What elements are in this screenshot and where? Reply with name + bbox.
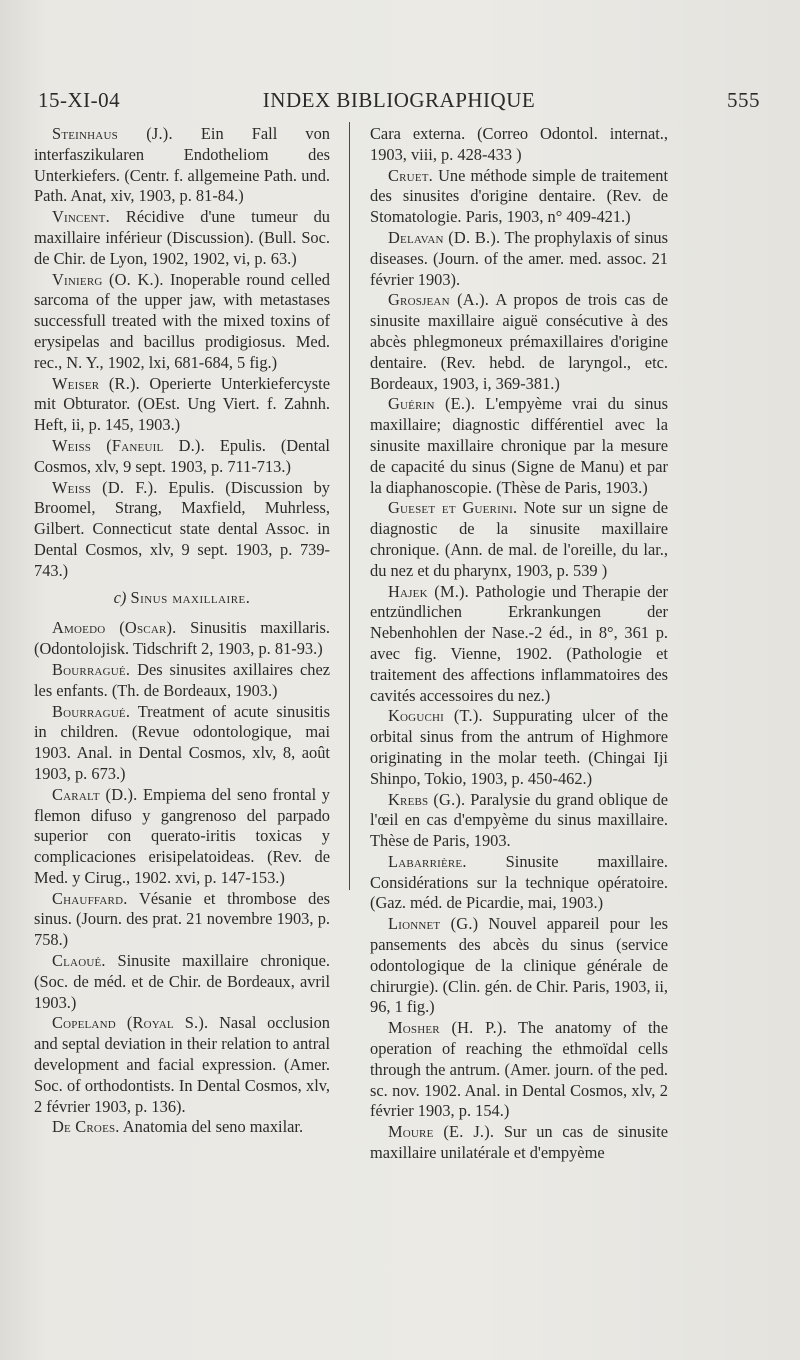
entry-text: Inoperable round celled sarcoma of the upper jaw, with metastases successfull treated with the mixed toxins of erysipelas and bacillus prodigiosus. Med. rec., N. Y., 1902, lxi, 681-684, 5 fig.) xyxy=(34,269,330,372)
entry-text: The anatomy of the operation of reaching the ethmoïdal cells through the antrum. (Amer. journ. of the ped. sc. nov. 1902. Anal. in Dental Cosmos, xlv, 2 février 1903, p. 154.) xyxy=(370,1018,668,1121)
entry-text: The prophylaxis of sinus diseases. (Journ. of the amer. med. assoc. 21 février 1903). xyxy=(370,227,669,289)
left-column xyxy=(34,124,330,1138)
entry-text: Une méthode simple de traitement des sinusites d'origine dentaire. (Rev. de Stomatologie. Paris, 1903, n° 409-421.) xyxy=(370,165,668,227)
bibliography-entry xyxy=(34,889,330,951)
column-divider xyxy=(349,122,350,890)
bibliography-entry xyxy=(34,951,330,1013)
entry-author: Amoedo (Oscar). xyxy=(52,618,177,638)
entry-author: Cruet. xyxy=(388,165,433,185)
entry-author: Claoué. xyxy=(52,951,106,971)
page-number: 555 xyxy=(727,88,760,112)
entry-text: A propos de trois cas de sinusite maxillaire aiguë consécutive à des abcès phlegmoneux prémaxillaires d'origine dentaire. (Rev. hebd. de laryngol., etc. Bordeaux, 1903, i, 369-381.) xyxy=(370,290,668,393)
bibliography-entry xyxy=(34,436,330,478)
header-date: 15-XI-04 xyxy=(38,88,121,112)
bibliography-entry xyxy=(370,914,668,1018)
bibliography-entry xyxy=(370,1122,668,1164)
bibliography-entry xyxy=(34,374,330,436)
entry-text: Empiema del seno frontal y flemon difuso y gangrenoso del parpado superior con querato-iritis toxicas y complicaciones erisipelatoideas. (Rev. de Med. y Cirug., 1902. xvi, p. 147-153.) xyxy=(34,784,330,887)
bibliography-entry xyxy=(370,166,668,228)
running-header xyxy=(38,88,760,118)
entry-author: Steinhaus (J.). xyxy=(52,124,173,143)
section-title: Sinus maxillaire. xyxy=(130,587,251,607)
bibliography-entry xyxy=(34,1013,330,1117)
header-title: INDEX BIBLIOGRAPHIQUE xyxy=(262,88,536,112)
entry-author: Delavan (D. B.). xyxy=(388,227,501,247)
entry-author: Mosher (H. P.). xyxy=(388,1018,507,1038)
entry-author: Caralt (D.). xyxy=(52,784,138,804)
entry-text: Anatomia del seno maxilar. xyxy=(119,1117,304,1137)
entry-author: Bourragué. xyxy=(52,701,131,721)
entry-text: Note sur un signe de diagnostic de la sinusite maxillaire chronique. (Ann. de mal. de l'oreille, du lar., du nez et du pharynx, 1903, p. 539 ) xyxy=(370,498,669,580)
bibliography-entry xyxy=(34,1117,330,1138)
bibliography-entry xyxy=(370,582,668,707)
entry-text: Pathologie und Therapie der entzündlichen Erkrankungen der Nebenhohlen der Nase.-2 éd., in 8°, 361 p. avec fig. Vienne, 1902. (Pathologie et traitement des affections inflammatoires des cavités accessoires du nez.) xyxy=(370,581,668,705)
entry-author: Krebs (G.). xyxy=(388,789,466,809)
entry-author: Moure (E. J.). xyxy=(388,1122,495,1142)
entry-text: Nasal occlusion and septal deviation in their relation to antral development and facial expression. (Amer. Soc. of orthodontists. In Dental Cosmos, xlv, 2 février 1903, p. 136). xyxy=(34,1013,330,1116)
entry-text: Récidive d'une tumeur du maxillaire inférieur (Discussion). (Bull. Soc. de Chir. de Lyon, 1902, 1902, vi, p. 63.) xyxy=(34,207,330,268)
section-heading xyxy=(34,588,330,609)
bibliography-entry xyxy=(370,228,668,290)
entry-text: Suppurating ulcer of the orbital sinus from the antrum of Highmore originating in the molar teeth. (Chingai Iji Shinpo, Tokio, 1903, p. 450-462.) xyxy=(370,706,668,788)
bibliography-entry xyxy=(34,702,330,785)
entry-author: Grosjean (A.). xyxy=(388,290,490,310)
entry-text: Vésanie et thrombose des sinus. (Journ. des prat. 21 novembre 1903, p. 758.) xyxy=(34,888,330,950)
bibliography-entry xyxy=(370,124,668,166)
entry-text: Sinusite maxillaire chronique. (Soc. de méd. et de Chir. de Bordeaux, avril 1903.) xyxy=(34,951,330,1012)
bibliography-entry xyxy=(370,706,668,789)
entry-text: Nouvel appareil pour les pansements des abcès du sinus (service odontologique de la clinique générale de chirurgie). (Clin. gén. de Chir. Paris, 1903, ii, 96, 1 fig.) xyxy=(370,914,668,1017)
bibliography-entry xyxy=(34,618,330,660)
entry-text: Cara externa. (Correo Odontol. internat., 1903, viii, p. 428-433 ) xyxy=(370,124,668,164)
entry-author: Weiss (D. F.). xyxy=(52,477,158,497)
entry-text: Epulis. (Dental Cosmos, xlv, 9 sept. 1903, p. 711-713.) xyxy=(34,435,330,476)
entry-text: Epulis. (Discussion by Broomel, Strang, Maxfield, Muhrless, Gilbert. Connecticut state dental Assoc. in Dental Cosmos, xlv, 9 sept. 1903, p. 739-743.) xyxy=(34,477,330,580)
entry-text: Sinusitis maxillaris. (Odontolojisk. Tidschrift 2, 1903, p. 81-93.) xyxy=(34,618,330,659)
entry-author: Weiser (R.). xyxy=(52,373,140,393)
bibliography-entry xyxy=(34,785,330,889)
entry-author: Gueset et Guerini. xyxy=(388,498,518,518)
bibliography-entry xyxy=(34,207,330,269)
entry-author: Labarrière. xyxy=(388,851,467,871)
bibliography-entry xyxy=(370,852,668,914)
bibliography-entry xyxy=(370,290,668,394)
section-letter: c) xyxy=(113,587,127,607)
bibliography-entry xyxy=(34,270,330,374)
entry-text: Operierte Unterkiefercyste mit Obturator. (OEst. Ung Viert. f. Zahnh. Heft, ii, p. 145, 1903.) xyxy=(34,373,330,435)
entry-text: Des sinusites axillaires chez les enfants. (Th. de Bordeaux, 1903.) xyxy=(34,659,330,700)
entry-author: Chauffard. xyxy=(52,888,128,908)
entry-author: Bourragué. xyxy=(52,659,131,679)
entry-author: Guérin (E.). xyxy=(388,394,476,414)
bibliography-entry xyxy=(370,394,668,498)
entry-text: Sur un cas de sinusite maxillaire unilatérale et d'empyème xyxy=(370,1122,668,1163)
bibliography-entry xyxy=(370,790,668,852)
right-column xyxy=(370,124,668,1164)
entry-author: Vinierg (O. K.). xyxy=(52,269,164,289)
entry-text: Treatment of acute sinusitis in children. (Revue odontologique, mai 1903. Anal. in Dental Cosmos, xlv, 8, août 1903, p. 673.) xyxy=(34,701,330,783)
entry-author: Hajek (M.). xyxy=(388,581,469,601)
bibliography-entry xyxy=(34,478,330,582)
bibliography-entry xyxy=(34,124,330,207)
bibliography-entry xyxy=(370,498,668,581)
entry-text: Paralysie du grand oblique de l'œil en cas d'empyème du sinus maxillaire. Thèse de Paris, 1903. xyxy=(370,789,668,851)
bibliography-entry xyxy=(34,660,330,702)
entry-author: Copeland (Royal S.). xyxy=(52,1013,209,1033)
entry-author: De Croes. xyxy=(52,1117,120,1137)
entry-author: Lionnet (G.) xyxy=(388,914,479,934)
bibliography-entry xyxy=(370,1018,668,1122)
entry-text: L'empyème vrai du sinus maxillaire; diagnostic différentiel avec la sinusite maxillaire chronique par la mesure de capacité du sinus (Signe de Manu) et par la diaphanoscopie. (Thèse de Paris, 1903.) xyxy=(370,394,668,497)
entry-text: Ein Fall von interfaszikularen Endotheliom des Unterkiefers. (Centr. f. allgemeine Path. und. Path. Anat, xiv, 1903, p. 81-84.) xyxy=(34,124,331,206)
entry-author: Vincent. xyxy=(52,207,110,227)
entry-text: Sinusite maxillaire. Considérations sur la technique opératoire. (Gaz. méd. de Picardie, mai, 1903.) xyxy=(370,851,668,913)
entry-author: Koguchi (T.). xyxy=(388,706,483,726)
entry-author: Weiss (Faneuil D.). xyxy=(52,435,205,455)
